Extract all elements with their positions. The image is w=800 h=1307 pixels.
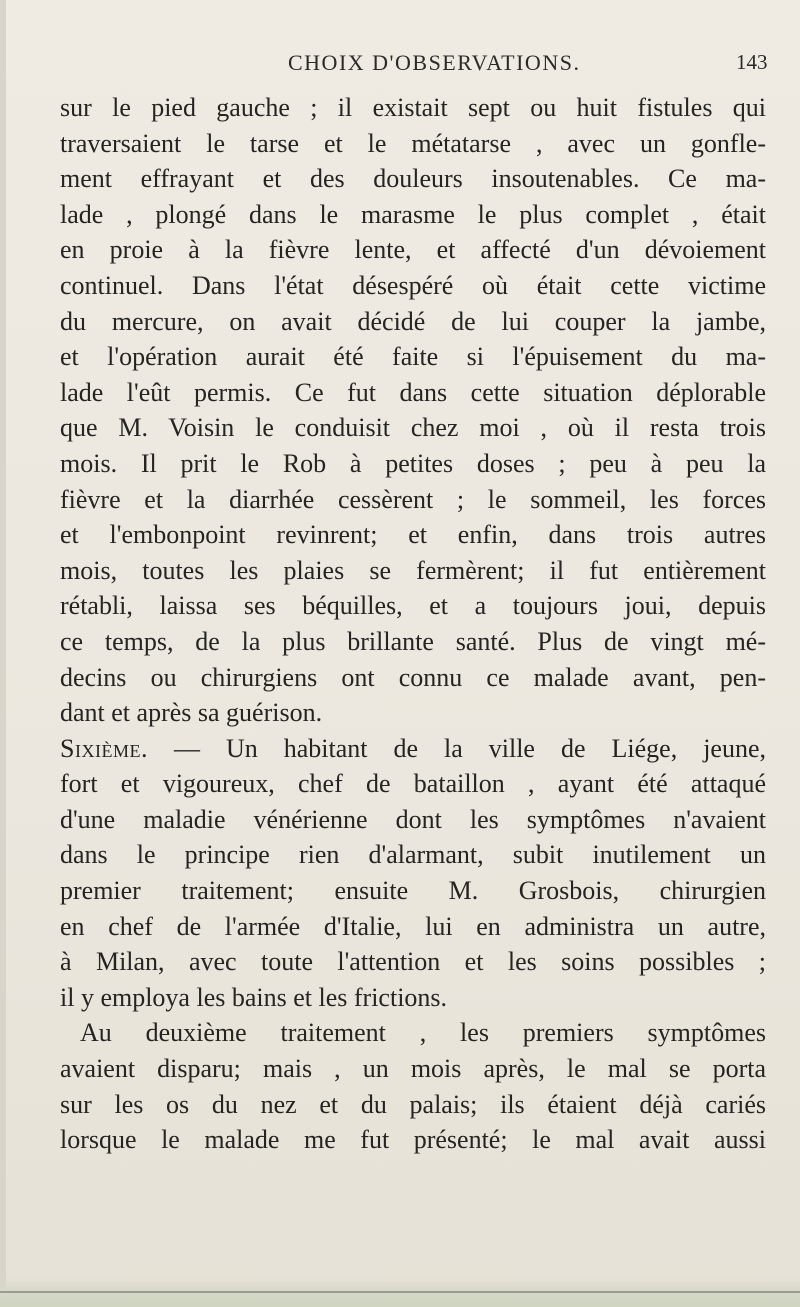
text-line: et l'opération aurait été faite si l'épuisement du ma- bbox=[60, 342, 766, 372]
text-line: lorsque le malade me fut présenté; le mal avait aussi bbox=[60, 1125, 766, 1155]
text-line: il y employa les bains et les frictions. bbox=[60, 982, 448, 1012]
text-line: dans le principe rien d'alarmant, subit inutilement un bbox=[60, 840, 766, 870]
page-bottom-edge bbox=[0, 1291, 800, 1293]
text-line: mois. Il prit le Rob à petites doses ; peu à peu la bbox=[60, 448, 766, 478]
text-line: premier traitement; ensuite M. Grosbois, chirurgien bbox=[60, 876, 766, 906]
text-line: continuel. Dans l'état désespéré où était cette victime bbox=[60, 270, 766, 300]
text-line: à Milan, avec toute l'attention et les soins possibles ; bbox=[60, 947, 766, 977]
text-line: sur le pied gauche ; il existait sept ou huit fistules qui bbox=[60, 93, 766, 122]
text-line: et l'embonpoint revinrent; et enfin, dans trois autres bbox=[60, 520, 766, 550]
text-line: fièvre et la diarrhée cessèrent ; le sommeil, les forces bbox=[60, 484, 766, 514]
sixieme-first-line-text: — Un habitant de la ville de Liége, jeune, bbox=[147, 733, 766, 763]
text-line: que M. Voisin le conduisit chez moi , où il resta trois bbox=[60, 413, 766, 443]
page-number: 143 bbox=[736, 50, 768, 74]
text-line: d'une maladie vénérienne dont les symptômes n'avaient bbox=[60, 804, 766, 834]
text-line: lade , plongé dans le marasme le plus complet , était bbox=[60, 199, 766, 229]
text-line: ce temps, de la plus brillante santé. Plus de vingt mé- bbox=[60, 626, 766, 656]
sixieme-label: Sixième. bbox=[60, 733, 148, 763]
body-text bbox=[60, 90, 766, 1158]
text-line: rétabli, laissa ses béquilles, et a toujours joui, depuis bbox=[60, 591, 766, 621]
text-line: avaient disparu; mais , un mois après, le mal se porta bbox=[60, 1054, 766, 1084]
text-line: decins ou chirurgiens ont connu ce malade avant, pen- bbox=[60, 662, 766, 692]
text-line: Au deuxième traitement , les premiers symptômes bbox=[80, 1018, 766, 1048]
text-line: sur les os du nez et du palais; ils étaient déjà cariés bbox=[60, 1089, 766, 1119]
text-line: en proie à la fièvre lente, et affecté d'un dévoiement bbox=[60, 235, 766, 265]
text-line: du mercure, on avait décidé de lui couper la jambe, bbox=[60, 306, 766, 336]
text-line: dant et après sa guérison. bbox=[60, 698, 323, 728]
text-line: ment effrayant et des douleurs insoutenables. Ce ma- bbox=[60, 164, 766, 194]
text-line: traversaient le tarse et le métatarse , avec un gonfle- bbox=[60, 128, 766, 158]
running-head: CHOIX D'OBSERVATIONS. bbox=[288, 50, 581, 75]
page-binding-edge bbox=[0, 0, 6, 1307]
page-header bbox=[0, 50, 800, 80]
text-line: mois, toutes les plaies se fermèrent; il fut entièrement bbox=[60, 555, 766, 585]
sixieme-paragraph-start bbox=[60, 731, 766, 767]
text-line: fort et vigoureux, chef de bataillon , ayant été attaqué bbox=[60, 769, 766, 799]
text-line: en chef de l'armée d'Italie, lui en administra un autre, bbox=[60, 911, 766, 941]
text-line: lade l'eût permis. Ce fut dans cette situation déplorable bbox=[60, 377, 766, 407]
